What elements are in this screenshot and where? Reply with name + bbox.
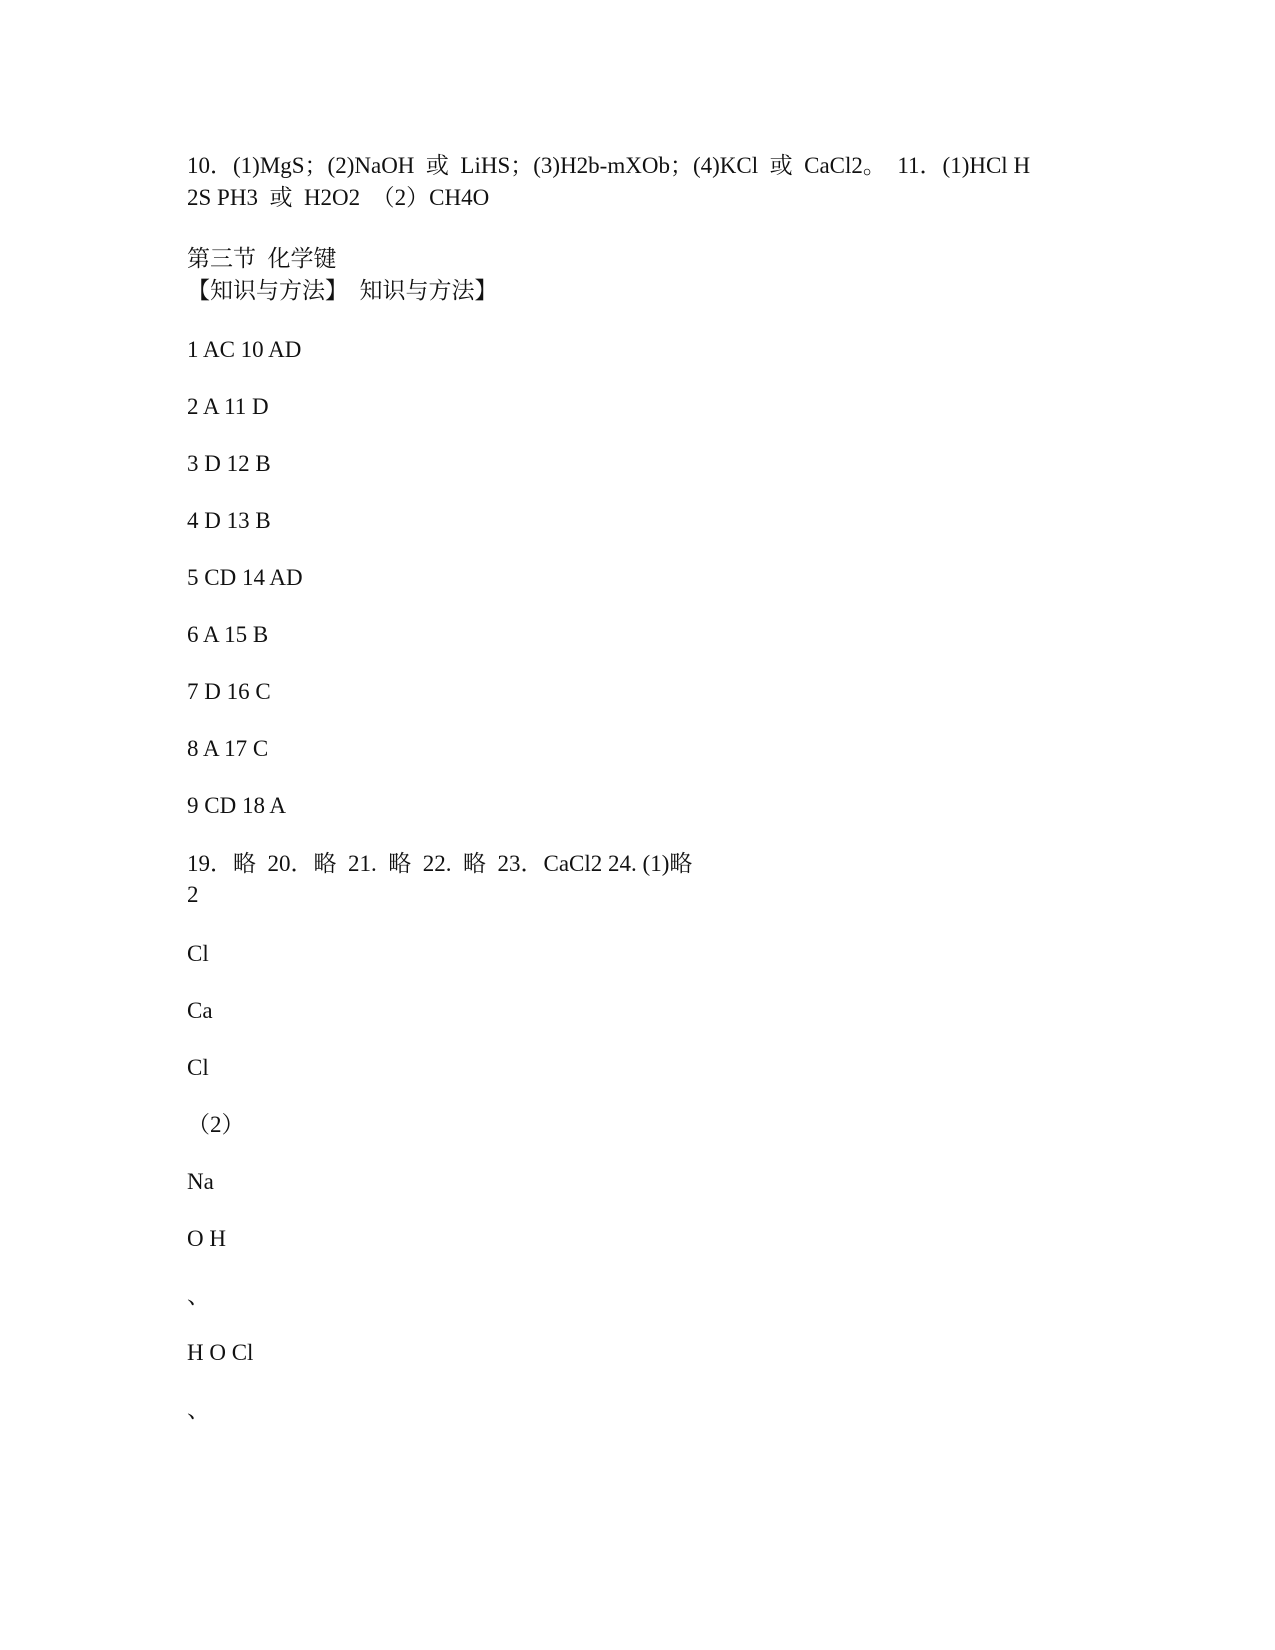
text-fragment: H O Cl bbox=[187, 1340, 254, 1365]
text-fragment: O H bbox=[187, 1226, 226, 1251]
text-fragment: 2 bbox=[187, 882, 199, 907]
text-fragment: 、 bbox=[187, 1283, 210, 1308]
text-fragment: Cl bbox=[187, 1055, 209, 1080]
text-fragment: Ca bbox=[187, 998, 213, 1023]
answer-row: 5 CD 14 AD bbox=[187, 565, 303, 590]
answer-row: 9 CD 18 A bbox=[187, 793, 287, 818]
text-fragment: Na bbox=[187, 1169, 214, 1194]
answer-row: 2 A 11 D bbox=[187, 394, 269, 419]
answer-line-11-continued: 2S PH3 或 H2O2 （2）CH4O bbox=[187, 185, 490, 210]
answer-row: 1 AC 10 AD bbox=[187, 337, 302, 362]
answer-line-10-11: 10．(1)MgS；(2)NaOH 或 LiHS；(3)H2b-mXOb；(4)KCl 或 CaCl2。 11．(1)HCl H bbox=[187, 153, 1031, 178]
answer-row: 8 A 17 C bbox=[187, 736, 269, 761]
answer-row: 6 A 15 B bbox=[187, 622, 269, 647]
answer-line-19-24: 19．略 20．略 21. 略 22. 略 23．CaCl2 24. (1)略 bbox=[187, 851, 693, 876]
answer-row: 7 D 16 C bbox=[187, 679, 271, 704]
answer-row: 4 D 13 B bbox=[187, 508, 271, 533]
text-fragment: Cl bbox=[187, 941, 209, 966]
answer-row: 3 D 12 B bbox=[187, 451, 271, 476]
text-fragment: 、 bbox=[187, 1397, 210, 1422]
section-subtitle: 【知识与方法】 知识与方法】 bbox=[187, 278, 498, 303]
section-title: 第三节 化学键 bbox=[187, 246, 337, 271]
text-fragment: （2） bbox=[187, 1112, 245, 1137]
